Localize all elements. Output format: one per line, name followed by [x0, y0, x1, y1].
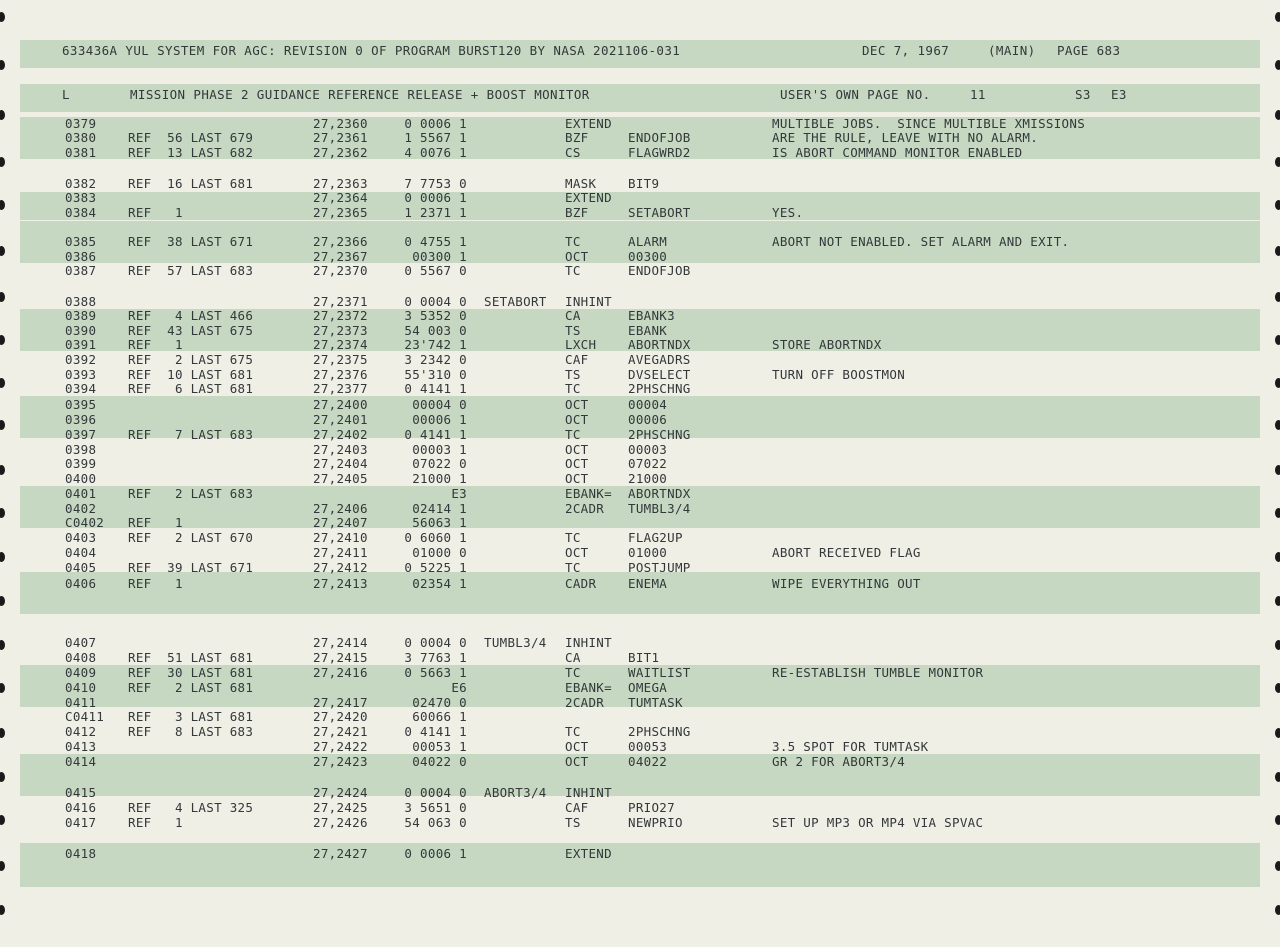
- listing-page-number: PAGE 683: [1057, 43, 1121, 58]
- line-number: 0395: [65, 397, 97, 412]
- octal-word: 0 0004 0: [404, 785, 467, 800]
- memory-address: 27,2374: [313, 337, 368, 352]
- opcode: TS: [565, 367, 581, 382]
- opcode: CAF: [565, 800, 589, 815]
- operand: ENDOFJOB: [628, 130, 691, 145]
- memory-address: 27,2401: [313, 412, 368, 427]
- label-field: TUMBL3/4: [484, 635, 547, 650]
- memory-address: 27,2413: [313, 576, 368, 591]
- opcode: 2CADR: [565, 501, 605, 516]
- opcode: TC: [565, 263, 581, 278]
- operand: 2PHSCHNG: [628, 381, 691, 396]
- octal-word: 00004 0: [412, 397, 467, 412]
- memory-address: 27,2424: [313, 785, 368, 800]
- line-number: 0417: [65, 815, 97, 830]
- ref-note: REF 2 LAST 675: [128, 352, 254, 367]
- memory-address: 27,2420: [313, 709, 368, 724]
- operand: 21000: [628, 471, 668, 486]
- opcode: OCT: [565, 739, 589, 754]
- memory-address: 27,2373: [313, 323, 368, 338]
- operand: TUMTASK: [628, 695, 683, 710]
- line-number: 0394: [65, 381, 97, 396]
- line-number: 0396: [65, 412, 97, 427]
- ref-note: REF 6 LAST 681: [128, 381, 254, 396]
- ref-note: REF 51 LAST 681: [128, 650, 254, 665]
- sprocket-hole: [1275, 378, 1280, 388]
- opcode: TS: [565, 815, 581, 830]
- line-number: 0408: [65, 650, 97, 665]
- opcode: CS: [565, 145, 581, 160]
- ref-note: REF 10 LAST 681: [128, 367, 254, 382]
- operand: BIT9: [628, 176, 660, 191]
- octal-word: 21000 1: [412, 471, 467, 486]
- opcode: 2CADR: [565, 695, 605, 710]
- s3-marker: S3: [1075, 87, 1091, 102]
- line-number: 0410: [65, 680, 97, 695]
- sprocket-hole: [0, 292, 5, 302]
- sprocket-hole: [1275, 772, 1280, 782]
- memory-address: 27,2361: [313, 130, 368, 145]
- opcode: BZF: [565, 205, 589, 220]
- line-number: 0411: [65, 695, 97, 710]
- line-number: 0393: [65, 367, 97, 382]
- opcode: OCT: [565, 397, 589, 412]
- operand: ENEMA: [628, 576, 668, 591]
- opcode: OCT: [565, 456, 589, 471]
- line-number: 0416: [65, 800, 97, 815]
- memory-address: 27,2367: [313, 249, 368, 264]
- octal-word: 0 4755 1: [404, 234, 467, 249]
- opcode: INHINT: [565, 785, 612, 800]
- opcode: EXTEND: [565, 116, 612, 131]
- sprocket-hole: [0, 728, 5, 738]
- sprocket-hole: [0, 200, 5, 210]
- operand: 00006: [628, 412, 668, 427]
- ref-note: REF 4 LAST 466: [128, 308, 254, 323]
- sprocket-hole: [1275, 815, 1280, 825]
- octal-word: 0 4141 1: [404, 724, 467, 739]
- line-number: 0389: [65, 308, 97, 323]
- ref-note: REF 7 LAST 683: [128, 427, 254, 442]
- opcode: OCT: [565, 754, 589, 769]
- opcode: CAF: [565, 352, 589, 367]
- memory-address: 27,2406: [313, 501, 368, 516]
- operand: EBANK: [628, 323, 668, 338]
- memory-address: 27,2404: [313, 456, 368, 471]
- octal-word: 02470 0: [412, 695, 467, 710]
- opcode: EBANK=: [565, 486, 612, 501]
- ref-note: REF 38 LAST 671: [128, 234, 254, 249]
- ref-note: REF 1: [128, 205, 183, 220]
- ref-note: REF 56 LAST 679: [128, 130, 254, 145]
- memory-address: 27,2402: [313, 427, 368, 442]
- comment: ARE THE RULE, LEAVE WITH NO ALARM.: [772, 130, 1039, 145]
- sprocket-hole: [0, 683, 5, 693]
- memory-address: 27,2360: [313, 116, 368, 131]
- users-page-label: USER'S OWN PAGE NO.: [780, 87, 931, 102]
- opcode: OCT: [565, 545, 589, 560]
- ref-note: REF 1: [128, 815, 183, 830]
- comment: YES.: [772, 205, 804, 220]
- line-number: 0397: [65, 427, 97, 442]
- memory-address: 27,2423: [313, 754, 368, 769]
- opcode: TC: [565, 560, 581, 575]
- octal-word: E6: [451, 680, 467, 695]
- sprocket-hole: [1275, 596, 1280, 606]
- line-number: 0391: [65, 337, 97, 352]
- sprocket-hole: [1275, 335, 1280, 345]
- opcode: OCT: [565, 412, 589, 427]
- operand: 2PHSCHNG: [628, 427, 691, 442]
- ref-note: REF 43 LAST 675: [128, 323, 254, 338]
- memory-address: 27,2425: [313, 800, 368, 815]
- octal-word: 3 5651 0: [404, 800, 467, 815]
- octal-word: 07022 0: [412, 456, 467, 471]
- memory-address: 27,2407: [313, 515, 368, 530]
- line-number: 0407: [65, 635, 97, 650]
- operand: AVEGADRS: [628, 352, 691, 367]
- octal-word: 0 0004 0: [404, 635, 467, 650]
- operand: SETABORT: [628, 205, 691, 220]
- octal-word: 60066 1: [412, 709, 467, 724]
- octal-word: 3 5352 0: [404, 308, 467, 323]
- ref-note: REF 30 LAST 681: [128, 665, 254, 680]
- line-number: 0414: [65, 754, 97, 769]
- sprocket-hole: [1275, 420, 1280, 430]
- sprocket-hole: [0, 157, 5, 167]
- ref-note: REF 3 LAST 681: [128, 709, 254, 724]
- octal-word: 56063 1: [412, 515, 467, 530]
- sprocket-hole: [1275, 110, 1280, 120]
- sprocket-hole: [1275, 157, 1280, 167]
- octal-word: 00300 1: [412, 249, 467, 264]
- sprocket-hole: [0, 246, 5, 256]
- ref-note: REF 8 LAST 683: [128, 724, 254, 739]
- operand: ABORTNDX: [628, 337, 691, 352]
- line-number: C0402: [65, 515, 105, 530]
- memory-address: 27,2411: [313, 545, 368, 560]
- memory-address: 27,2363: [313, 176, 368, 191]
- line-number: 0387: [65, 263, 97, 278]
- sprocket-hole: [0, 640, 5, 650]
- e3-marker: E3: [1111, 87, 1127, 102]
- octal-word: 0 4141 1: [404, 427, 467, 442]
- comment: WIPE EVERYTHING OUT: [772, 576, 921, 591]
- operand: 00300: [628, 249, 668, 264]
- line-number: 0405: [65, 560, 97, 575]
- ref-note: REF 2 LAST 683: [128, 486, 254, 501]
- operand: TUMBL3/4: [628, 501, 691, 516]
- memory-address: 27,2375: [313, 352, 368, 367]
- octal-word: 54 003 0: [404, 323, 467, 338]
- opcode: OCT: [565, 249, 589, 264]
- octal-word: 01000 0: [412, 545, 467, 560]
- sprocket-hole: [0, 12, 5, 22]
- sprocket-hole: [0, 335, 5, 345]
- sprocket-hole: [0, 60, 5, 70]
- sprocket-hole: [1275, 246, 1280, 256]
- line-number: 0386: [65, 249, 97, 264]
- row-band: [20, 843, 1260, 887]
- sprocket-hole: [1275, 465, 1280, 475]
- line-number: 0392: [65, 352, 97, 367]
- ref-note: REF 2 LAST 670: [128, 530, 254, 545]
- label-field: ABORT3/4: [484, 785, 547, 800]
- operand: 2PHSCHNG: [628, 724, 691, 739]
- line-number: 0379: [65, 116, 97, 131]
- octal-word: 0 5663 1: [404, 665, 467, 680]
- sprocket-hole: [1275, 60, 1280, 70]
- comment: MULTIBLE JOBS. SINCE MULTIBLE XMISSIONS: [772, 116, 1086, 131]
- operand: ALARM: [628, 234, 668, 249]
- mission-title: MISSION PHASE 2 GUIDANCE REFERENCE RELEASE + BOOST MONITOR: [130, 87, 590, 102]
- line-number: 0384: [65, 205, 97, 220]
- memory-address: 27,2362: [313, 145, 368, 160]
- operand: 00053: [628, 739, 668, 754]
- sprocket-hole: [1275, 861, 1280, 871]
- sprocket-hole: [0, 378, 5, 388]
- line-number: 0415: [65, 785, 97, 800]
- opcode: TS: [565, 323, 581, 338]
- users-page-number: 11: [970, 87, 986, 102]
- memory-address: 27,2366: [313, 234, 368, 249]
- line-number: 0380: [65, 130, 97, 145]
- comment: ABORT RECEIVED FLAG: [772, 545, 921, 560]
- octal-word: 55'310 0: [404, 367, 467, 382]
- octal-word: 0 4141 1: [404, 381, 467, 396]
- l-marker: L: [62, 87, 70, 102]
- opcode: TC: [565, 665, 581, 680]
- opcode: INHINT: [565, 294, 612, 309]
- sprocket-hole: [0, 552, 5, 562]
- comment: SET UP MP3 OR MP4 VIA SPVAC: [772, 815, 984, 830]
- octal-word: 1 5567 1: [404, 130, 467, 145]
- sprocket-hole: [1275, 12, 1280, 22]
- opcode: OCT: [565, 471, 589, 486]
- operand: FLAGWRD2: [628, 145, 691, 160]
- opcode: EXTEND: [565, 190, 612, 205]
- opcode: TC: [565, 427, 581, 442]
- line-number: 0399: [65, 456, 97, 471]
- opcode: EBANK=: [565, 680, 612, 695]
- operand: 04022: [628, 754, 668, 769]
- line-number: 0403: [65, 530, 97, 545]
- memory-address: 27,2416: [313, 665, 368, 680]
- memory-address: 27,2421: [313, 724, 368, 739]
- opcode: LXCH: [565, 337, 597, 352]
- memory-address: 27,2422: [313, 739, 368, 754]
- comment: GR 2 FOR ABORT3/4: [772, 754, 906, 769]
- operand: 07022: [628, 456, 668, 471]
- operand: BIT1: [628, 650, 660, 665]
- line-number: 0390: [65, 323, 97, 338]
- sprocket-hole: [0, 861, 5, 871]
- comment: STORE ABORTNDX: [772, 337, 882, 352]
- label-field: SETABORT: [484, 294, 547, 309]
- operand: PRIO27: [628, 800, 675, 815]
- ref-note: REF 39 LAST 671: [128, 560, 254, 575]
- line-number: 0400: [65, 471, 97, 486]
- ref-note: REF 4 LAST 325: [128, 800, 254, 815]
- operand: NEWPRIO: [628, 815, 683, 830]
- ref-note: REF 16 LAST 681: [128, 176, 254, 191]
- octal-word: 04022 0: [412, 754, 467, 769]
- operand: 00003: [628, 442, 668, 457]
- memory-address: 27,2427: [313, 846, 368, 861]
- sprocket-hole: [1275, 640, 1280, 650]
- line-number: 0412: [65, 724, 97, 739]
- operand: 00004: [628, 397, 668, 412]
- line-number: 0406: [65, 576, 97, 591]
- memory-address: 27,2370: [313, 263, 368, 278]
- octal-word: E3: [451, 486, 467, 501]
- line-number: 0388: [65, 294, 97, 309]
- octal-word: 00003 1: [412, 442, 467, 457]
- octal-word: 02414 1: [412, 501, 467, 516]
- memory-address: 27,2364: [313, 190, 368, 205]
- ref-note: REF 2 LAST 681: [128, 680, 254, 695]
- line-number: 0383: [65, 190, 97, 205]
- octal-word: 00053 1: [412, 739, 467, 754]
- memory-address: 27,2410: [313, 530, 368, 545]
- sprocket-hole: [0, 772, 5, 782]
- listing-main: (MAIN): [988, 43, 1036, 58]
- opcode: TC: [565, 381, 581, 396]
- line-number: 0381: [65, 145, 97, 160]
- line-number: 0404: [65, 545, 97, 560]
- ref-note: REF 13 LAST 682: [128, 145, 254, 160]
- octal-word: 0 5567 0: [404, 263, 467, 278]
- memory-address: 27,2400: [313, 397, 368, 412]
- line-number: 0385: [65, 234, 97, 249]
- sprocket-hole: [0, 420, 5, 430]
- opcode: INHINT: [565, 635, 612, 650]
- octal-word: 0 0006 1: [404, 846, 467, 861]
- line-number: 0401: [65, 486, 97, 501]
- comment: TURN OFF BOOSTMON: [772, 367, 906, 382]
- octal-word: 23'742 1: [404, 337, 467, 352]
- sprocket-hole: [0, 508, 5, 518]
- operand: OMEGA: [628, 680, 668, 695]
- memory-address: 27,2417: [313, 695, 368, 710]
- memory-address: 27,2414: [313, 635, 368, 650]
- sprocket-hole: [1275, 552, 1280, 562]
- memory-address: 27,2405: [313, 471, 368, 486]
- octal-word: 0 0004 0: [404, 294, 467, 309]
- operand: POSTJUMP: [628, 560, 691, 575]
- line-number: 0402: [65, 501, 97, 516]
- sprocket-hole: [0, 905, 5, 915]
- ref-note: REF 1: [128, 515, 183, 530]
- opcode: CADR: [565, 576, 597, 591]
- memory-address: 27,2412: [313, 560, 368, 575]
- memory-address: 27,2371: [313, 294, 368, 309]
- line-number: C0411: [65, 709, 105, 724]
- sprocket-hole: [1275, 905, 1280, 915]
- line-number: 0418: [65, 846, 97, 861]
- opcode: TC: [565, 234, 581, 249]
- octal-word: 1 2371 1: [404, 205, 467, 220]
- opcode: CA: [565, 650, 581, 665]
- octal-word: 0 0006 1: [404, 190, 467, 205]
- comment: RE-ESTABLISH TUMBLE MONITOR: [772, 665, 984, 680]
- memory-address: 27,2372: [313, 308, 368, 323]
- operand: WAITLIST: [628, 665, 691, 680]
- octal-word: 54 063 0: [404, 815, 467, 830]
- octal-word: 4 0076 1: [404, 145, 467, 160]
- opcode: TC: [565, 724, 581, 739]
- line-number: 0382: [65, 176, 97, 191]
- line-number: 0413: [65, 739, 97, 754]
- ref-note: REF 1: [128, 576, 183, 591]
- opcode: OCT: [565, 442, 589, 457]
- opcode: MASK: [565, 176, 597, 191]
- ref-note: REF 57 LAST 683: [128, 263, 254, 278]
- operand: ABORTNDX: [628, 486, 691, 501]
- operand: 01000: [628, 545, 668, 560]
- operand: ENDOFJOB: [628, 263, 691, 278]
- comment: ABORT NOT ENABLED. SET ALARM AND EXIT.: [772, 234, 1070, 249]
- sprocket-hole: [0, 596, 5, 606]
- octal-word: 3 7763 1: [404, 650, 467, 665]
- line-number: 0398: [65, 442, 97, 457]
- comment: IS ABORT COMMAND MONITOR ENABLED: [772, 145, 1023, 160]
- memory-address: 27,2365: [313, 205, 368, 220]
- sprocket-hole: [0, 465, 5, 475]
- octal-word: 0 0006 1: [404, 116, 467, 131]
- octal-word: 0 5225 1: [404, 560, 467, 575]
- sprocket-hole: [1275, 292, 1280, 302]
- octal-word: 0 6060 1: [404, 530, 467, 545]
- octal-word: 7 7753 0: [404, 176, 467, 191]
- opcode: BZF: [565, 130, 589, 145]
- sprocket-hole: [1275, 508, 1280, 518]
- listing-title: 633436A YUL SYSTEM FOR AGC: REVISION 0 OF PROGRAM BURST120 BY NASA 2021106-031: [62, 43, 681, 58]
- operand: EBANK3: [628, 308, 675, 323]
- memory-address: 27,2426: [313, 815, 368, 830]
- sprocket-hole: [1275, 200, 1280, 210]
- octal-word: 02354 1: [412, 576, 467, 591]
- memory-address: 27,2415: [313, 650, 368, 665]
- ref-note: REF 1: [128, 337, 183, 352]
- memory-address: 27,2403: [313, 442, 368, 457]
- operand: FLAG2UP: [628, 530, 683, 545]
- memory-address: 27,2376: [313, 367, 368, 382]
- sprocket-hole: [1275, 683, 1280, 693]
- opcode: CA: [565, 308, 581, 323]
- operand: DVSELECT: [628, 367, 691, 382]
- octal-word: 00006 1: [412, 412, 467, 427]
- memory-address: 27,2377: [313, 381, 368, 396]
- opcode: TC: [565, 530, 581, 545]
- listing-date: DEC 7, 1967: [862, 43, 950, 58]
- octal-word: 3 2342 0: [404, 352, 467, 367]
- line-number: 0409: [65, 665, 97, 680]
- opcode: EXTEND: [565, 846, 612, 861]
- sprocket-hole: [0, 815, 5, 825]
- sprocket-hole: [1275, 728, 1280, 738]
- comment: 3.5 SPOT FOR TUMTASK: [772, 739, 929, 754]
- sprocket-hole: [0, 110, 5, 120]
